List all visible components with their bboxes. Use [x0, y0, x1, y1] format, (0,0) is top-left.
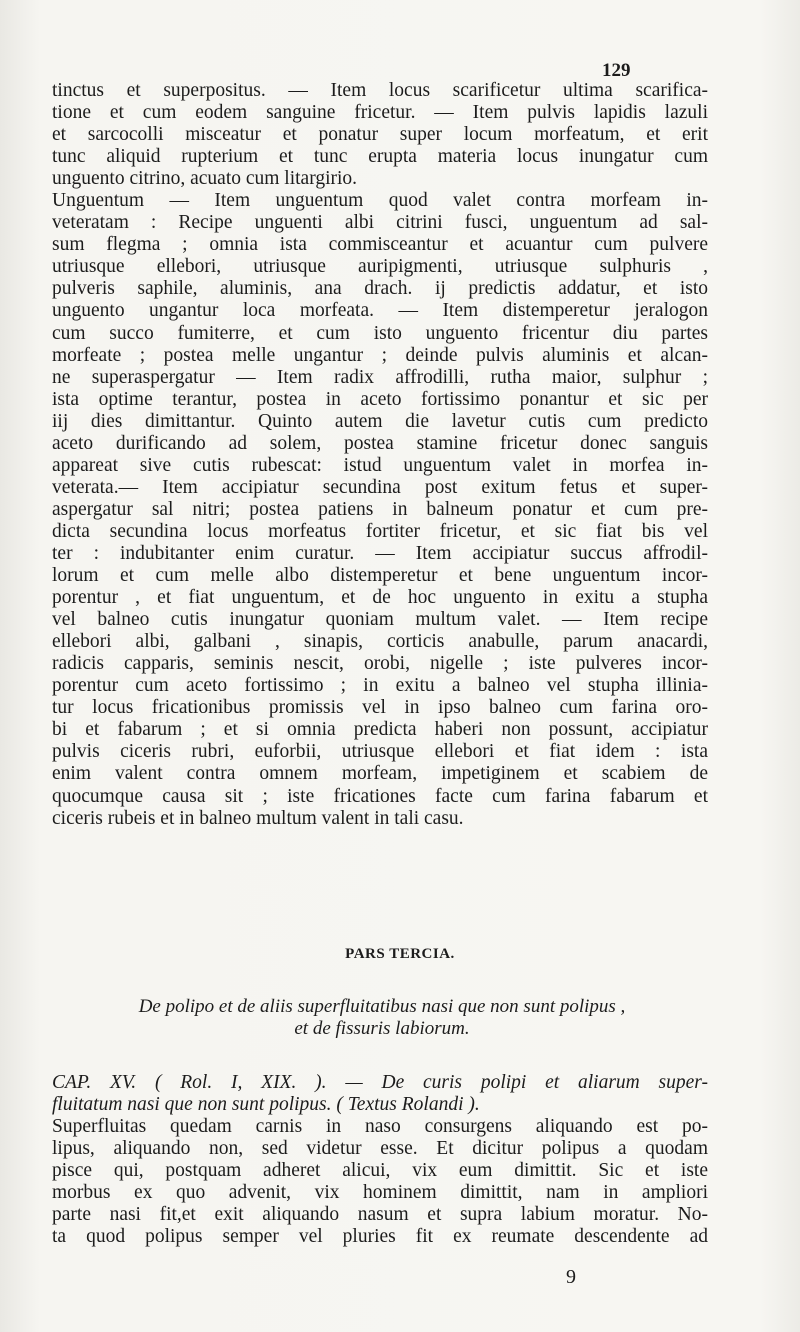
page-number: 129 [602, 60, 631, 81]
text-line: pisce qui, postquam adheret alicui, vix eum dimittit. Sic et iste [52, 1160, 708, 1181]
text-line: veteratam : Recipe unguenti albi citrini fusci, unguentum ad sal- [52, 212, 708, 234]
text-line: morbus ex quo advenit, vix hominem dimittit, nam in ampliori [52, 1182, 708, 1203]
text-line: quocumque causa sit ; iste fricationes facte cum farina fabarum et [52, 785, 708, 807]
text-line: porentur , et fiat unguentum, et de hoc unguento in exitu a stupha [52, 587, 708, 609]
text-line: enim valent contra omnem morfeam, impetiginem et scabiem de [52, 763, 708, 785]
text-line: ne superaspergatur — Item radix affrodilli, rutha maior, sulphur ; [52, 366, 708, 388]
text-line: aceto durificando ad solem, postea stamine fricetur donec sanguis [52, 432, 708, 454]
text-line: ter : indubitanter enim curatur. — Item accipiatur succus affrodil- [52, 542, 708, 564]
rubric-line: De polipo et de aliis superfluitatibus nasi que non sunt polipus , [138, 996, 626, 1017]
text-line: iij dies dimittantur. Quinto autem die lavetur cutis cum predicto [52, 410, 708, 432]
text-line: sum flegma ; omnia ista commisceantur et acuantur cum pulvere [52, 234, 708, 256]
text-line: vel balneo cutis inungatur quoniam multum valet. — Item recipe [52, 609, 708, 631]
text-line: lipus, aliquando non, sed videtur esse. Et dicitur polipus a quodam [52, 1138, 708, 1159]
text-line: lorum et cum melle albo distemperetur et bene unguentum incor- [52, 565, 708, 587]
text-line: pulveris saphile, aluminis, ana drach. ij predictis addatur, et isto [52, 278, 708, 300]
signature-mark: 9 [566, 1266, 576, 1288]
text-line: fluitatum nasi que non sunt polipus. ( Textus Rolandi ). [52, 1094, 480, 1115]
rubric-line: et de fissuris labiorum. [294, 1018, 470, 1039]
text-line: tur locus fricationibus promissis vel in ipso balneo cum farina oro- [52, 697, 708, 719]
body-text [52, 80, 708, 830]
text-line: aspergatur sal nitri; postea patiens in balneum ponatur et cum pre- [52, 498, 708, 520]
text-line: CAP. XV. ( Rol. I, XIX. ). — De curis polipi et aliarum super- [52, 1072, 708, 1093]
text-line: tunc aliquid rupterium et tunc erupta materia locus inungatur cum [52, 146, 708, 168]
text-line: ellebori albi, galbani , sinapis, corticis anabulle, parum anacardi, [52, 631, 708, 653]
text-line: bi et fabarum ; et si omnia predicta haberi non possunt, accipiatur [52, 719, 708, 741]
text-line: ciceris rubeis et in balneo multum valent in tali casu. [52, 807, 464, 829]
text-line: ta quod polipus semper vel pluries fit ex reumate descendente ad [52, 1226, 708, 1247]
text-line: unguento citrino, acuato cum litargirio. [52, 168, 358, 190]
text-line: veterata.— Item accipiatur secundina post exitum fetus et super- [52, 476, 708, 498]
text-line: utriusque ellebori, utriusque auripigmenti, utriusque sulphuris , [52, 256, 708, 278]
text-line: porentur cum aceto fortissimo ; in exitu a balneo vel stupha illinia- [52, 675, 708, 697]
section-rubric [80, 996, 684, 1040]
text-line: parte nasi fit,et exit aliquando nasum et supra labium moratur. No- [52, 1204, 708, 1225]
text-line: radicis capparis, seminis nescit, orobi, nigelle ; iste pulveres incor- [52, 653, 708, 675]
text-line: appareat sive cutis rubescat: istud unguentum valet in morfea in- [52, 454, 708, 476]
text-line: dicta secundina locus morfeatus fortiter fricetur, et sic fiat bis vel [52, 520, 708, 542]
text-line: et sarcocolli misceatur et ponatur super locum morfeatum, et erit [52, 124, 708, 146]
text-line: ista optime terantur, postea in aceto fortissimo ponantur et sic per [52, 388, 708, 410]
text-line: Unguentum — Item unguentum quod valet contra morfeam in- [52, 190, 708, 212]
chapter-text [52, 1072, 708, 1248]
text-line: morfeate ; postea melle ungantur ; deinde pulvis aluminis et alcan- [52, 344, 708, 366]
text-line: pulvis ciceris rubri, euforbii, utriusque ellebori et fiat idem : ista [52, 741, 708, 763]
text-line: cum succo fumiterre, et cum isto unguento fricentur diu partes [52, 322, 708, 344]
text-line: Superfluitas quedam carnis in naso consurgens aliquando est po- [52, 1116, 708, 1137]
text-line: tione et cum eodem sanguine fricetur. — Item pulvis lapidis lazuli [52, 102, 708, 124]
text-line: unguento ungantur loca morfeata. — Item distemperetur jeralogon [52, 300, 708, 322]
text-line: tinctus et superpositus. — Item locus scarificetur ultima scarifica- [52, 80, 708, 101]
section-heading: PARS TERCIA. [345, 946, 455, 962]
